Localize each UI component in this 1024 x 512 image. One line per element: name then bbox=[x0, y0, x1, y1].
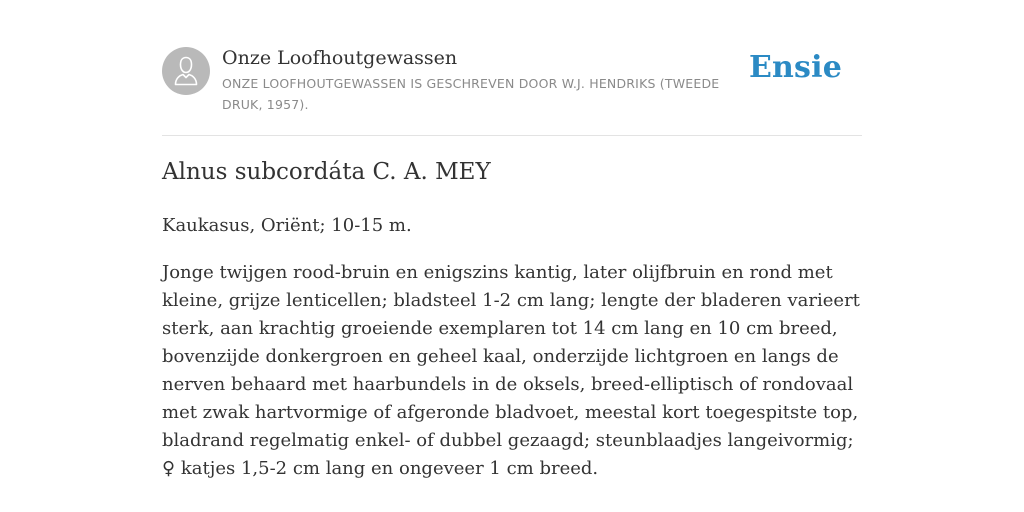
brand-logo[interactable]: Ensie bbox=[748, 50, 842, 85]
source-description: ONZE LOOFHOUTGEWASSEN IS GESCHREVEN DOOR W.J. HENDRIKS (TWEEDE DRUK, 1957). bbox=[222, 76, 720, 112]
entry-title: Alnus subcordáta C. A. MEY bbox=[162, 159, 491, 185]
entry-paragraph-description: Jonge twijgen rood-bruin en enigszins kantig, later olijfbruin en rond met kleine, grijze lenticellen; bladsteel 1-2 cm lang; lengte der bladeren varieert sterk, aan krachtig groeiende exemplaren tot 14 cm lang en 10 cm breed, bovenzijde donkergroen en geheel kaal, onderzijde lichtgroen en langs de nerven behaard met haarbundels in de oksels, breed-elliptisch of rondovaal met zwak hartvormige of afgeronde bladvoet, meestal kort toegespitste top, bladrand regelmatig enkel- of dubbel gezaagd; steunblaadjes langeivormig; ♀ katjes 1,5-2 cm lang en ongeveer 1 cm breed. bbox=[162, 262, 860, 479]
source-header bbox=[162, 44, 862, 136]
entry-paragraph-location: Kaukasus, Oriënt; 10-15 m. bbox=[162, 215, 412, 236]
author-avatar[interactable] bbox=[162, 47, 210, 95]
user-icon bbox=[162, 47, 210, 95]
source-title[interactable]: Onze Loofhoutgewassen bbox=[222, 47, 458, 69]
header-divider bbox=[162, 135, 862, 136]
